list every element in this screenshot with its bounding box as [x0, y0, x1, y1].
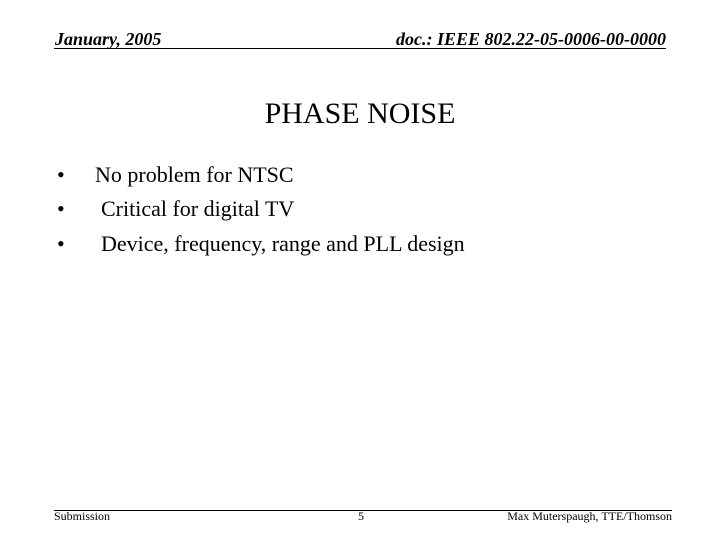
footer-page-number: 5	[358, 509, 364, 523]
header-rule	[54, 48, 666, 49]
bullet-dot: •	[57, 162, 65, 187]
header-doc-id: doc.: IEEE 802.22-05-0006-00-0000	[396, 29, 666, 49]
bullet-dot: •	[57, 231, 65, 256]
bullet-text: Critical for digital TV	[101, 196, 295, 221]
bullet-dot: •	[57, 196, 65, 221]
slide-title: PHASE NOISE	[264, 97, 456, 130]
footer-author: Max Muterspaugh, TTE/Thomson	[507, 509, 672, 523]
header-date: January, 2005	[55, 29, 162, 49]
footer-submission: Submission	[54, 509, 111, 523]
bullet-text: No problem for NTSC	[95, 162, 294, 187]
bullet-text: Device, frequency, range and PLL design	[101, 231, 465, 256]
